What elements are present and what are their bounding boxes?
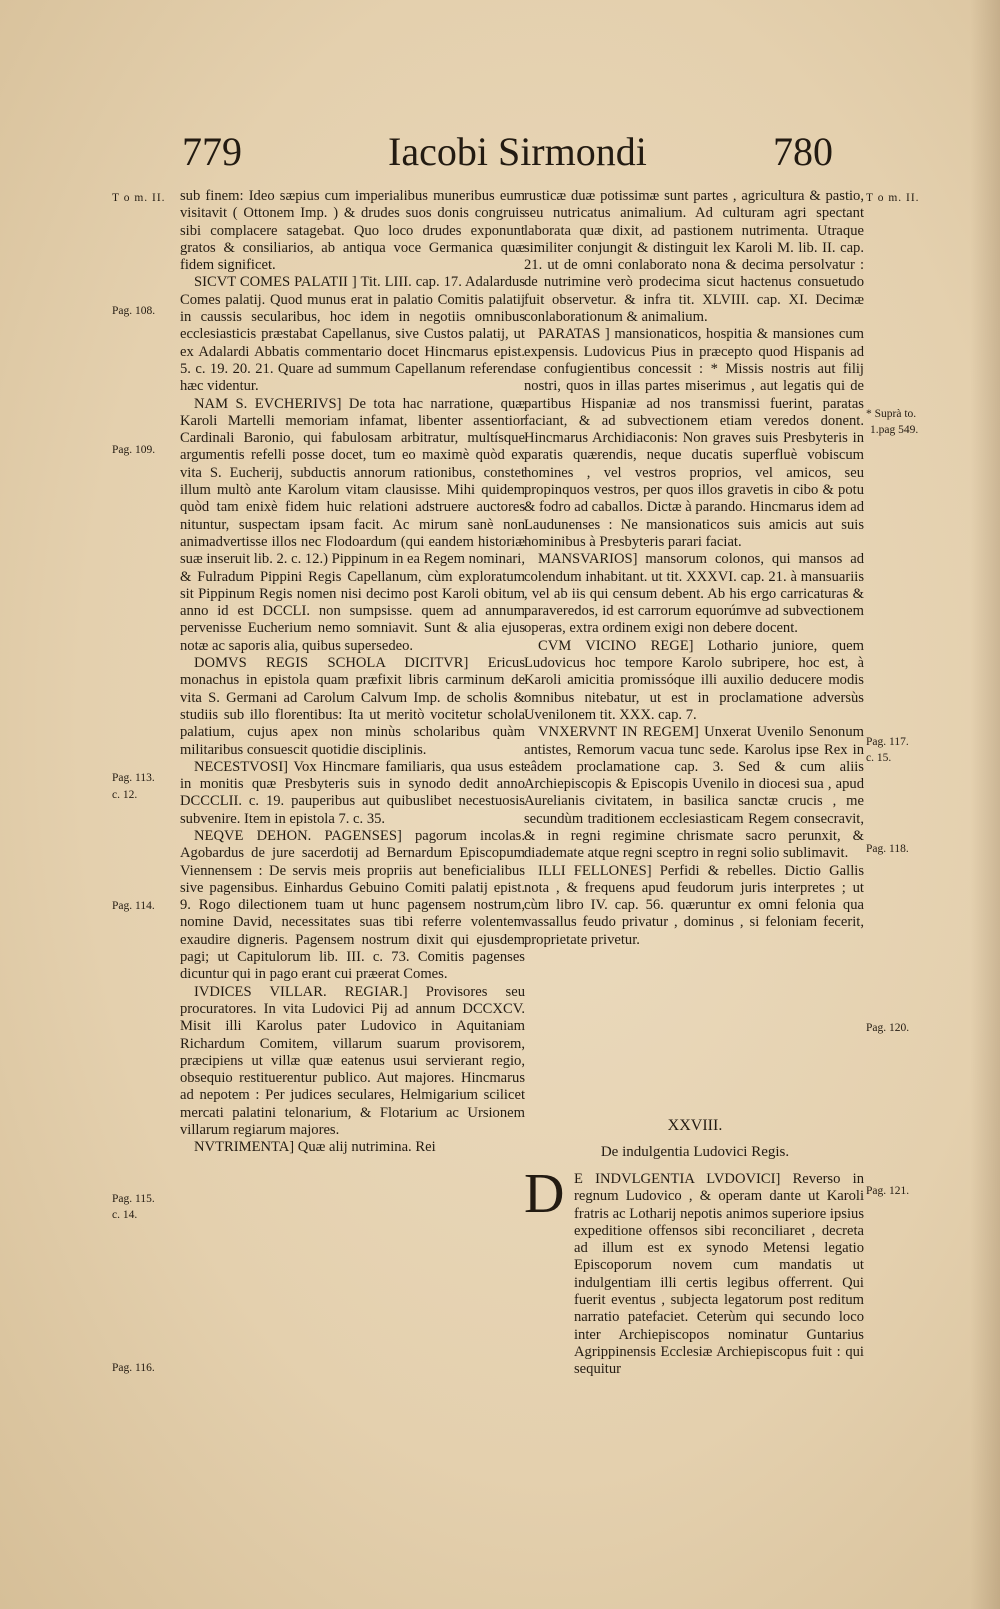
margin-note: c. 14. [112, 1209, 138, 1221]
section-number: XXVIII. [667, 1117, 723, 1134]
margin-note: 1.pag 549. [870, 424, 919, 436]
margin-note: Pag. 121. [866, 1185, 910, 1197]
paragraph: VNXERVNT IN REGEM] Unxerat Uvenilo Senonum antistes, Remorum vacua tunc sede. Karolus ipse Rex in eâdem proclamatione cap. 3. Sed & cum aliis Archiepiscopis & Episcopis Uvenilo in diocesi sua , apud Aurelianis civitatem, in basilica sanctæ crucis , me secundùm traditionem ecclesiasticam Regem consecravit, & in regni regimine chrismate sacro perunxit, & diademate atque regni sceptro in regni solio sublimavit. [524, 724, 864, 862]
margin-note: Pag. 118. [866, 843, 909, 855]
paragraph: NVTRIMENTA] Quæ alij nutrimina. Rei [194, 1139, 436, 1156]
paragraph: E INDVLGENTIA LVDOVICI] Reverso in regnum Ludovico , & operam dante ut Karoli fratris ac Lotharij nepotis animos superiore ipsius expeditione offensos sibi reconciliaret , decreta ad illum est ex synodo Metensi legatio Episcoporum novem cum mandatis ut indulgentiam illi certis legibus offerrent. Qui fuerit eventus , subjecta legatorum post reditum narratio patefaciet. Ceterùm qui secundo loco inter Archiepiscopos nominatur Guntarius Agrippinensis Ecclesiæ Archiepiscopus fuit : qui sequitur [574, 1171, 864, 1378]
right-column [524, 188, 864, 949]
margin-note: Pag. 115. [112, 1193, 155, 1205]
paragraph: NECESTVOSI] Vox Hincmare familiaris, qua usus est in monitis quæ Presbyteris suis in synodo dedit anno DCCCLII. c. 19. pauperibus aut quibuslibet necestuosis subvenire. Item in epistola 7. c. 35. [180, 758, 525, 827]
margin-note: Pag. 116. [112, 1362, 155, 1374]
paragraph: rusticæ duæ potissimæ sunt partes , agricultura & pastio, seu nutricatus animalium. Ad culturam agri spectant laborata quæ dixit, ad pastionem nutrimenta. Utraque similiter conjungit & distinguit lex Karoli M. lib. II. cap. 21. ut de omni conlaborato nona & decima persolvatur : de nutrimine verò prodecima sicut hactenus consuetudo fuit observetur. & infra tit. XLVIII. cap. XI. Decimæ conlaborationum & animalium. [524, 188, 864, 326]
margin-note: Pag. 109. [112, 444, 156, 456]
margin-note: c. 12. [112, 789, 138, 801]
margin-note: Pag. 113. [112, 772, 155, 784]
section-text [574, 1171, 864, 1379]
margin-note: Pag. 120. [866, 1022, 910, 1034]
section-title: De indulgentia Ludovici Regis. [600, 1144, 790, 1160]
margin-note: Pag. 108. [112, 305, 156, 317]
paragraph: sub finem: Ideo sæpius cum imperialibus muneribus eum visitavit ( Ottonem Imp. ) & drudes suos donis congruis sibi complacere satagebat. Quo loco drudes exponunt gratos & consiliarios, ab antiqua voce Germanica quæ fidem significet. [180, 188, 525, 274]
paragraph: DOMVS REGIS SCHOLA DICITVR] Ericus monachus in epistola quam præfixit libris carminum de vita S. Germani ad Carolum Calvum Imp. de scholis & studiis sub illo florentibus: Ita ut meritò vocitetur schola palatium, cujus apex non minùs scholaribus quàm militaribus consuescit quotidie disciplinis. [180, 655, 525, 758]
page-edge-shadow [970, 0, 1000, 1609]
paragraph: CVM VICINO REGE] Lothario juniore, quem Ludovicus hoc tempore Karolo subripere, hoc est, à Karoli amicitia promissóque illi auxilio deducere modis omnibus nitebatur, ut est in proclamatione adversùs Uvenilonem tit. XXX. cap. 7. [524, 637, 864, 723]
paragraph: IVDICES VILLAR. REGIAR.] Provisores seu procuratores. In vita Ludovici Pij ad annum DCCXCV. Misit illi Karolus pater Ludovico in Aquitaniam Richardum Comitem, villarum suarum provisorem, præcipiens ut villæ quæ eatenus usui servierant regio, obsequio restituerentur publico. Aut majores. Hincmarus ad nepotem : Per judices seculares, Helmigarium scilicet mercati palatini telonarium, & Flotarium ac Ursionem villarum regiarum majores. [180, 983, 525, 1139]
paragraph: MANSVARIOS] mansorum colonos, qui mansos ad colendum inhabitant. ut tit. XXXVI. cap. 21. à mansuariis , vel ab iis qui censum debent. Ab his ergo carricaturas & paraveredos, id est carrorum equorúmve ad subvectionem operas, extra ordinem exigi non debere docent. [524, 551, 864, 637]
paragraph: ILLI FELLONES] Perfidi & rebelles. Dictio Gallis nota , & frequens apud feudorum juris interpretes ; ut cùm libro IV. cap. 56. quæruntur ex omni felonia qua vassallus feudo privatur , dominus , si feloniam fecerit, proprietate privetur. [524, 862, 864, 948]
page-header [0, 128, 1000, 178]
margin-note: Pag. 114. [112, 900, 155, 912]
paragraph: NEQVE DEHON. PAGENSES] pagorum incolas. Agobardus de jure sacerdotij ad Bernardum Episcopum Viennensem : De servis meis propriis aut beneficialibus sive pagensibus. Einhardus Gebuino Comiti palatij epist. 9. Rogo dilectionem tuam ut hunc pagensem nostrum, nomine David, necessitates suas tibi referre volentem exaudire digneris. Pagensem nostrum dixit qui ejusdem pagi; ut Capitulorum lib. III. c. 73. Comitis pagenses dicuntur qui in pago erant cui præerat Comes. [180, 827, 525, 983]
running-title: Iacobi Sirmondi [388, 129, 647, 174]
margin-note: c. 15. [866, 752, 892, 764]
volume-marker-right: T o m. II. [866, 192, 920, 204]
drop-cap: D [524, 1163, 565, 1225]
margin-note: * Suprà to. [866, 408, 917, 420]
margin-note: Pag. 117. [866, 736, 909, 748]
volume-marker-left: T o m. II. [112, 192, 166, 204]
paragraph: PARATAS ] mansionaticos, hospitia & mansiones cum expensis. Ludovicus Pius in præcepto quod Hispanis ad se confugientibus concessit : * Missis nostris aut filij nostri, quos in illas partes miserimus , aut legatis qui de partibus Hispaniæ ad nos transmissi fuerint, paratas faciant, & ad subvectionem etiam veredos donent. Hincmarus Archidiaconis: Non graves suis Presbyteris in paratis quærendis, neque ducatis superfluè vobiscum homines , vel vestros proprios, vel amicos, seu propinquos vestros, per quos illos gravetis in cibo & potu & fodro ad caballos. Dictæ à parando. Hincmarus idem ad Laudunenses : Ne mansionaticos suis amicis aut suis hominibus à Presbyteris parari faciat. [524, 326, 865, 550]
paragraph: NAM S. EVCHERIVS] De tota hac narratione, quæ Karoli Martelli memoriam infamat, libenter assentior Cardinali Baronio, qui fabulosam arbitratur, multísque argumentis refelli posse docet, tum eo maximè quòd ex vita S. Eucherij, subductis annorum rationibus, constet illum multò ante Karolum vitam clausisse. Mihi quidem quòd tam enixè fidem huic relationi adstruere auctores nituntur, suspectam ipsam facit. Ac mirum sanè non animadvertisse illos nec Flodoardum (qui eandem historiæ suæ inseruit lib. 2. c. 12.) Pippinum in ea Regem nominari, & Fulradum Pippini Regis Capellanum, cùm exploratum sit Pippinum Regis nomen nisi decimo post Karoli obitum anno id est DCCLI. non sumpsisse. quem ad annum pervenisse Eucherium nemo somniavit. Sunt & alia ejus notæ ac saporis alia, quibus supersedeo. [180, 395, 525, 654]
paragraph: SICVT COMES PALATII ] Tit. LIII. cap. 17. Adalardus Comes palatij. Quod munus erat in palatio Comitis palatij in caussis secularibus, hoc idem in negotiis omnibus ecclesiasticis præstabat Capellanus, sive Custos palatij, ut ex Adalardi Abbatis commentario docet Hincmarus epist. 5. c. 19. 20. 21. Quare ad summum Capellanum referenda hæc videntur. [180, 274, 525, 395]
left-column [180, 188, 525, 1157]
page-number-right: 780 [773, 129, 833, 174]
page-number-left: 779 [182, 129, 242, 174]
